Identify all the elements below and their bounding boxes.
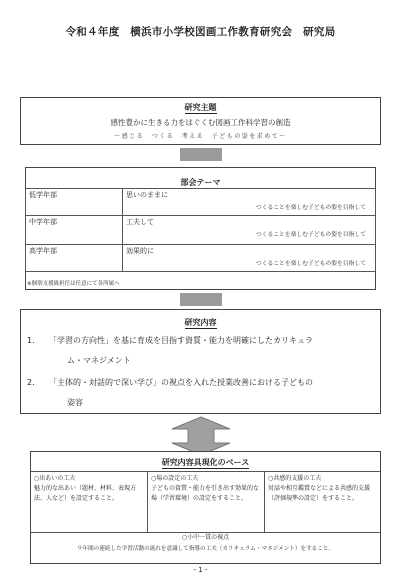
table-row bbox=[26, 245, 376, 272]
note-text: ※個別支援級担任は任意にて各所属へ bbox=[27, 281, 120, 287]
subcommittee-heading: 部会テーマ bbox=[180, 178, 221, 187]
base-column-encounter bbox=[31, 472, 148, 532]
grade-theme: 効果的に bbox=[126, 247, 154, 255]
content-item-1-number: 1． bbox=[27, 336, 41, 345]
content-item-1-line2: ム・マネジメント bbox=[67, 356, 131, 365]
base-column-text: 子どもの資質・能力を引き出す効果的な場（学習環境）の設定をすること。 bbox=[151, 485, 260, 502]
subcommittee-theme-box bbox=[25, 167, 376, 290]
base-column-setting bbox=[148, 472, 265, 532]
base-column-support bbox=[265, 472, 380, 532]
page-title: 令和４年度 横浜市小学校図画工作教育研究会 研究局 bbox=[65, 26, 336, 38]
base-column-label: ○共感的支援の工夫 bbox=[268, 475, 322, 482]
double-arrow-icon bbox=[170, 416, 232, 456]
research-theme-sub: ～感じる つくる 考える 子どもの姿を求めて～ bbox=[114, 133, 287, 140]
base-column-label: ○出あいの工夫 bbox=[34, 475, 76, 482]
grade-cell: 中学年部 bbox=[26, 216, 123, 245]
connector-bar bbox=[180, 148, 222, 161]
research-theme-main: 感性豊かに生きる力をはぐくむ図画工作科学習の創造 bbox=[110, 118, 291, 127]
grade-aim: つくることを楽しむ子どもの姿を目指して bbox=[255, 205, 366, 211]
grade-aim: つくることを楽しむ子どもの姿を目指して bbox=[255, 232, 366, 238]
research-content-box bbox=[20, 309, 381, 414]
base-bottom-label: ○小中一貫の視点 bbox=[181, 534, 230, 541]
research-content-heading: 研究内容 bbox=[184, 318, 217, 327]
grade-theme: 思いのままに bbox=[126, 191, 168, 199]
base-column-label: ○場の設定の工夫 bbox=[151, 475, 199, 482]
page-number: - 1 - bbox=[193, 566, 208, 574]
table-row bbox=[26, 216, 376, 245]
content-item-1-line1: 「学習の方向性」を基に育成を目指す資質・能力を明確にしたカリキュラ bbox=[49, 336, 313, 345]
implementation-base-heading: 研究内容具現化のベース bbox=[161, 458, 250, 467]
grade-cell: 低学年部 bbox=[26, 189, 123, 216]
grade-theme: 工夫して bbox=[126, 218, 154, 226]
grade-aim: つくることを楽しむ子どもの姿を目指して bbox=[255, 261, 366, 267]
content-item-2-number: 2． bbox=[27, 378, 41, 387]
connector-bar bbox=[180, 293, 222, 306]
grade-theme-table bbox=[25, 188, 376, 272]
theme-cell bbox=[123, 245, 376, 272]
base-column-text: 対話や相互鑑賞などによる共感的支援（評価規準の設定）をすること。 bbox=[268, 485, 371, 502]
implementation-base-box bbox=[30, 451, 381, 564]
content-item-2-line2: 姿容 bbox=[67, 398, 83, 407]
base-column-text: 魅力的な出あい（題材、材料、表現方法、人など）を設定すること。 bbox=[34, 485, 137, 502]
content-item-2-line1: 「主体的・対話的で深い学び」の視点を入れた授業改善における子どもの bbox=[49, 378, 313, 387]
research-theme-heading: 研究主題 bbox=[184, 103, 217, 112]
grade-cell: 高学年部 bbox=[26, 245, 123, 272]
theme-cell bbox=[123, 216, 376, 245]
table-row bbox=[26, 189, 376, 216]
base-bottom-text: ９年間の連続した学習活動の流れを意識して指導の工夫（カリキュラム・マネジメント）をすること。 bbox=[76, 546, 335, 552]
research-theme-box bbox=[20, 97, 381, 145]
theme-cell bbox=[123, 189, 376, 216]
